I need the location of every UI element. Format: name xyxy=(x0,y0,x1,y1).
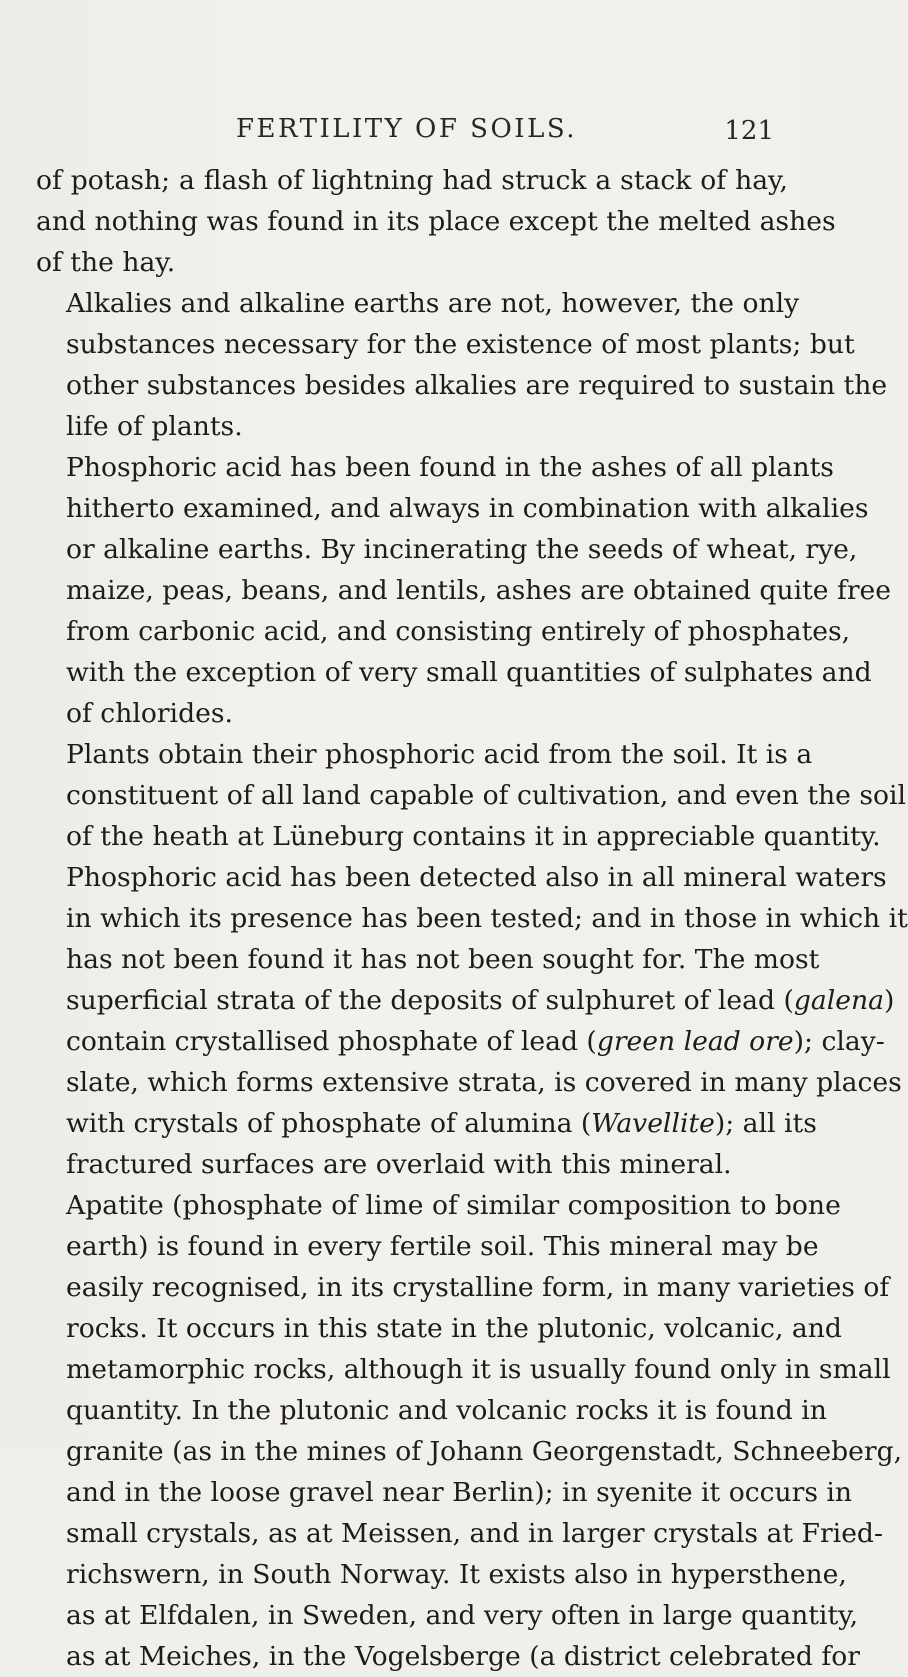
text-line: fractured surfaces are overlaid with this mineral. xyxy=(66,1149,732,1180)
text-line: of the hay. xyxy=(36,247,176,278)
text-line: and nothing was found in its place except the melted ashes xyxy=(36,206,836,237)
text-line: quantity. In the plutonic and volcanic rocks it is found in xyxy=(66,1395,827,1426)
text-line: in which its presence has been tested; and in those in which it xyxy=(66,903,908,934)
paragraph xyxy=(36,734,908,1185)
running-head: FERTILITY OF SOILS. xyxy=(236,114,577,144)
text-line: granite (as in the mines of Johann Georgenstadt, Schneeberg, xyxy=(66,1436,903,1467)
text-line: Apatite (phosphate of lime of similar composition to bone xyxy=(66,1190,841,1221)
page-number: 121 xyxy=(724,116,774,146)
paragraph xyxy=(36,1185,903,1677)
body-text xyxy=(36,160,908,1677)
text-line: and in the loose gravel near Berlin); in syenite it occurs in xyxy=(66,1477,853,1508)
text-line: substances necessary for the existence of most plants; but xyxy=(66,329,855,360)
text-line: of potash; a flash of lightning had struck a stack of hay, xyxy=(36,165,788,196)
text-line: easily recognised, in its crystalline form, in many varieties of xyxy=(66,1272,890,1303)
text-line: contain crystallised phosphate of lead (green lead ore); clay- xyxy=(66,1026,885,1057)
text-line: constituent of all land capable of cultivation, and even the soil xyxy=(66,780,906,811)
paragraph xyxy=(36,160,836,283)
text-line: rocks. It occurs in this state in the plutonic, volcanic, and xyxy=(66,1313,842,1344)
text-line: from carbonic acid, and consisting entirely of phosphates, xyxy=(66,616,851,647)
paragraph xyxy=(36,447,892,734)
page-header xyxy=(0,114,800,154)
text-line: slate, which forms extensive strata, is covered in many places xyxy=(66,1067,902,1098)
text-line: small crystals, as at Meissen, and in larger crystals at Fried- xyxy=(66,1518,883,1549)
text-line: life of plants. xyxy=(66,411,243,442)
text-line: as at Elfdalen, in Sweden, and very often in large quantity, xyxy=(66,1600,859,1631)
text-line: with crystals of phosphate of alumina (Wavellite); all its xyxy=(66,1108,817,1139)
text-line: as at Meiches, in the Vogelsberge (a district celebrated for xyxy=(66,1641,860,1672)
text-line: has not been found it has not been sought for. The most xyxy=(66,944,820,975)
text-line: hitherto examined, and always in combination with alkalies xyxy=(66,493,869,524)
text-line: superficial strata of the deposits of sulphuret of lead (galena) xyxy=(66,985,895,1016)
text-line: other substances besides alkalies are required to sustain the xyxy=(66,370,888,401)
text-line: of the heath at Lüneburg contains it in appreciable quantity. xyxy=(66,821,881,852)
text-line: Phosphoric acid has been detected also in all mineral waters xyxy=(66,862,887,893)
text-line: earth) is found in every fertile soil. This mineral may be xyxy=(66,1231,819,1262)
text-line: Alkalies and alkaline earths are not, however, the only xyxy=(66,288,800,319)
text-line: or alkaline earths. By incinerating the seeds of wheat, rye, xyxy=(66,534,858,565)
text-line: of chlorides. xyxy=(66,698,233,729)
paragraph xyxy=(36,283,888,447)
text-line: Plants obtain their phosphoric acid from the soil. It is a xyxy=(66,739,813,770)
text-line: metamorphic rocks, although it is usually found only in small xyxy=(66,1354,891,1385)
text-line: with the exception of very small quantities of sulphates and xyxy=(66,657,872,688)
text-line: maize, peas, beans, and lentils, ashes are obtained quite free xyxy=(66,575,892,606)
text-line: Phosphoric acid has been found in the ashes of all plants xyxy=(66,452,834,483)
text-line: richswern, in South Norway. It exists also in hypersthene, xyxy=(66,1559,847,1590)
